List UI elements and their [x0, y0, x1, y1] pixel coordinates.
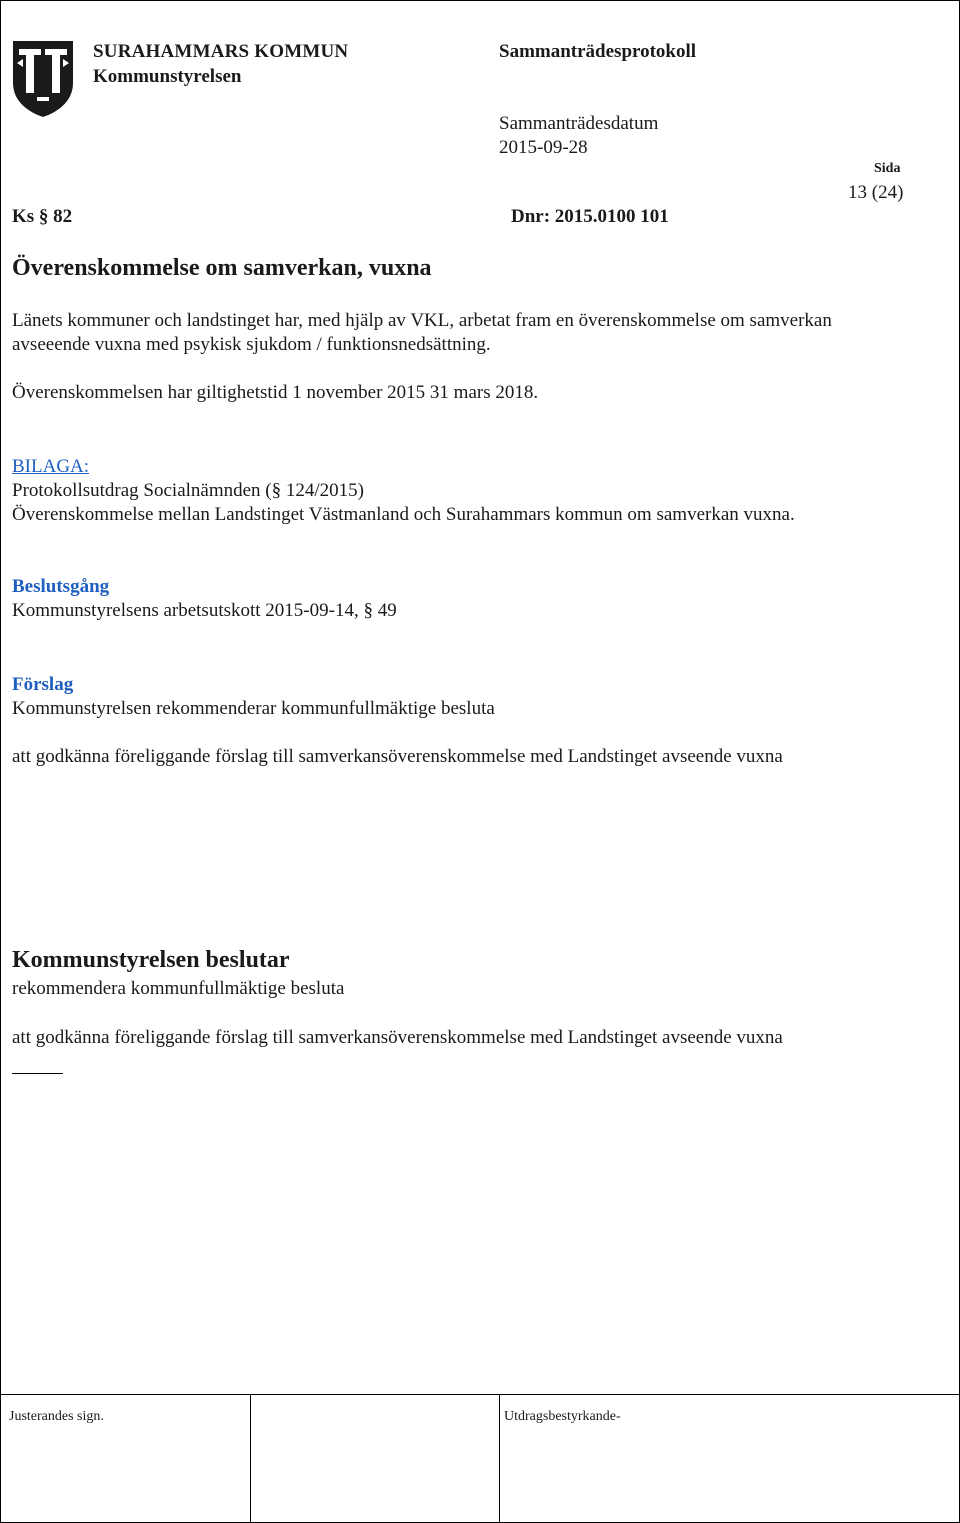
attachment-item-2: Överenskommelse mellan Landstinget Västmanland och Surahammars kommun om samverkan vuxna. [12, 504, 795, 525]
beslutsgang-text: Kommunstyrelsens arbetsutskott 2015-09-14, § 49 [12, 600, 397, 621]
decision-text: rekommendera kommunfullmäktige besluta [12, 978, 345, 999]
validity-text: Överenskommelsen har giltighetstid 1 november 2015 31 mars 2018. [12, 382, 539, 403]
attachment-label: BILAGA: [12, 456, 90, 477]
decision-att-clause: att godkänna föreliggande förslag till samverkansöverenskommelse med Landstinget avseende vuxna [12, 1027, 783, 1048]
decision-heading: Kommunstyrelsen beslutar [12, 947, 290, 973]
page-number: 13 (24) [848, 182, 904, 203]
case-paragraph-number: Ks § 82 [12, 206, 73, 227]
utdrag-label: Utdragsbestyrkande- [504, 1409, 621, 1424]
footer-cell-blank [251, 1395, 500, 1523]
forslag-text: Kommunstyrelsen rekommenderar kommunfullmäktige besluta [12, 698, 495, 719]
attachment-item-1: Protokollsutdrag Socialnämnden (§ 124/2015) [12, 480, 364, 501]
beslutsgang-heading: Beslutsgång [12, 576, 110, 597]
meeting-date-label: Sammanträdesdatum [499, 113, 659, 134]
forslag-heading: Förslag [12, 674, 74, 695]
intro-paragraph-line-2: avseeende vuxna med psykisk sjukdom / funktionsnedsättning. [12, 334, 491, 355]
document-type: Sammanträdesprotokoll [499, 41, 697, 62]
coat-of-arms-icon [11, 39, 75, 119]
organization-name: SURAHAMMARS KOMMUN [93, 41, 349, 62]
section-title: Överenskommelse om samverkan, vuxna [12, 255, 432, 281]
case-diary-number: Dnr: 2015.0100 101 [511, 206, 669, 227]
meeting-date-value: 2015-09-28 [499, 137, 588, 158]
footer-cell-justerandes [1, 1395, 251, 1523]
intro-paragraph-line-1: Länets kommuner och landstinget har, med hjälp av VKL, arbetat fram en överenskommelse om samverkan [12, 310, 832, 331]
justerandes-label: Justerandes sign. [9, 1409, 104, 1424]
board-name: Kommunstyrelsen [93, 66, 242, 87]
end-rule [12, 1073, 63, 1074]
signature-footer [1, 1394, 959, 1523]
forslag-att-clause: att godkänna föreliggande förslag till samverkansöverenskommelse med Landstinget avseende vuxna [12, 746, 783, 767]
page-label: Sida [874, 161, 901, 176]
